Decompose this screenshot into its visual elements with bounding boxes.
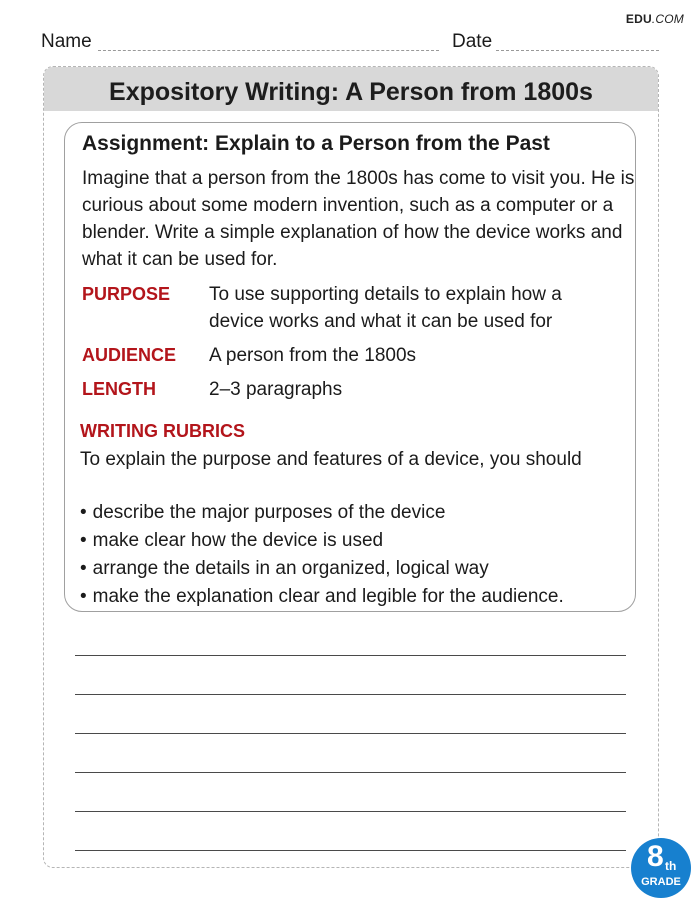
writing-line[interactable] [75,694,626,695]
writing-line[interactable] [75,811,626,812]
grade-suffix: th [665,859,677,873]
rubric-item: • describe the major purposes of the device [80,499,564,527]
writing-line[interactable] [75,733,626,734]
worksheet-title: Expository Writing: A Person from 1800s [44,67,658,111]
audience-text: A person from the 1800s [209,345,417,366]
rubric-item: • make clear how the device is used [80,527,564,555]
grade-number: 8 [647,840,664,873]
rubric-item: • make the explanation clear and legible for the audience. [80,583,564,611]
brand-suffix: .COM [651,12,684,26]
name-field[interactable] [98,50,439,51]
writing-line[interactable] [75,655,626,656]
name-date-row [41,30,659,56]
assignment-title: Assignment: Explain to a Person from the Past [82,132,550,155]
writing-line[interactable] [75,850,626,851]
rubrics-list [80,499,564,611]
purpose-text: To use supporting details to explain how a device works and what it can be used for [209,284,562,332]
audience-label: AUDIENCE [82,345,177,365]
rubrics-heading: WRITING RUBRICS [80,421,245,441]
grade-word: GRADE [641,876,681,888]
purpose-label: PURPOSE [82,284,171,304]
date-label: Date [452,31,493,52]
rubric-item: • arrange the details in an organized, logical way [80,555,564,583]
length-text: 2–3 paragraphs [209,379,343,400]
brand-logo [626,12,684,26]
writing-line[interactable] [75,772,626,773]
name-label: Name [41,31,92,52]
assignment-intro: Imagine that a person from the 1800s has come to visit you. He is curious about some modern invention, such as a computer or a blender. Write a simple explanation of how the device works and what it can be used for. [82,168,635,270]
rubrics-intro: To explain the purpose and features of a device, you should [80,449,582,470]
grade-badge [631,838,691,898]
length-label: LENGTH [82,379,156,399]
brand-main: EDU [625,12,652,26]
date-field[interactable] [496,50,659,51]
